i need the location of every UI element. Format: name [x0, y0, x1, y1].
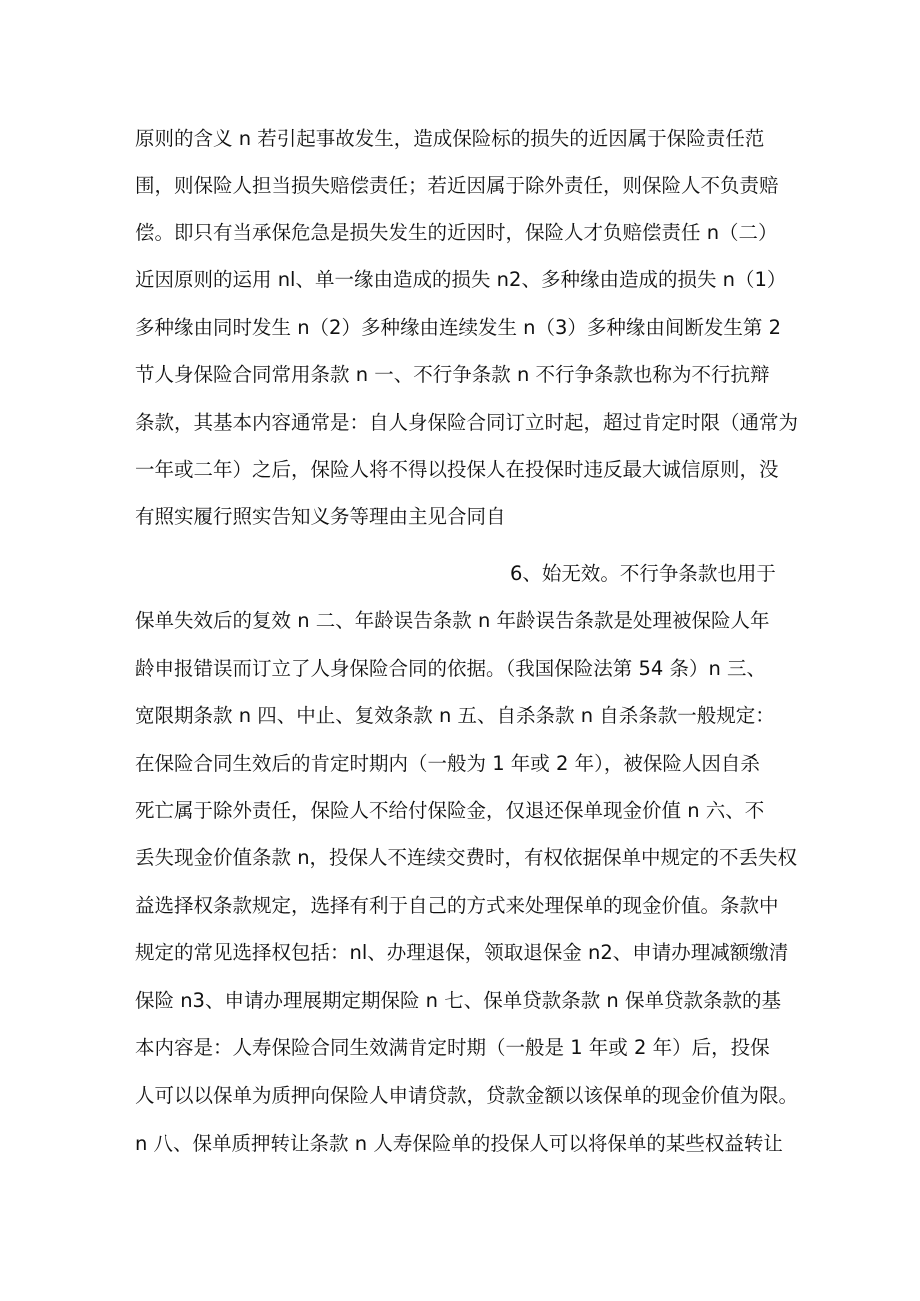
text-line: n 八、保单质押转让条款 n 人寿保险单的投保人可以将保单的某些权益转让 — [135, 1132, 783, 1155]
text-line: 益选择权条款规定，选择有利于自己的方式来处理保单的现金价值。条款中 — [135, 894, 779, 917]
text-line: 多种缘由同时发生 n（2）多种缘由连续发生 n（3）多种缘由间断发生第 2 — [135, 316, 782, 339]
text-line: 偿。即只有当承保危急是损失发生的近因时，保险人才负赔偿责任 n（二） — [135, 221, 778, 244]
text-line: 一年或二年）之后，保险人将不得以投保人在投保时违反最大诚信原则，没 — [135, 458, 779, 481]
text-line: 6、始无效。不行争条款也用于 — [510, 562, 776, 585]
text-line: 本内容是：人寿保险合同生效满肯定时期（一般是 1 年或 2 年）后，投保 — [135, 1036, 770, 1059]
text-line: 人可以以保单为质押向保险人申请贷款，贷款金额以该保单的现金价值为限。 — [135, 1084, 799, 1107]
text-line: 有照实履行照实告知义务等理由主见合同自 — [135, 505, 506, 528]
text-line: 节人身保险合同常用条款 n 一、不行争条款 n 不行争条款也称为不行抗辩 — [135, 363, 770, 386]
text-line: 围，则保险人担当损失赔偿责任；若近因属于除外责任，则保险人不负责赔 — [135, 174, 779, 197]
text-line: 规定的常见选择权包括：nl、办理退保，领取退保金 n2、申请办理减额缴清 — [135, 941, 789, 964]
text-line: 保险 n3、申请办理展期定期保险 n 七、保单贷款条款 n 保单贷款条款的基 — [135, 989, 781, 1012]
text-line: 死亡属于除外责任，保险人不给付保险金，仅退还保单现金价值 n 六、不 — [135, 799, 765, 822]
text-line: 原则的含义 n 若引起事故发生，造成保险标的损失的近因属于保险责任范 — [135, 127, 765, 150]
text-line: 近因原则的运用 nl、单一缘由造成的损失 n2、多种缘由造成的损失 n（1） — [135, 268, 787, 291]
text-line: 龄申报错误而订立了人身保险合同的依据。（我国保险法第 54 条）n 三、 — [135, 657, 767, 680]
text-line: 保单失效后的复效 n 二、年龄误告条款 n 年龄误告条款是处理被保险人年 — [135, 609, 770, 632]
text-line: 丢失现金价值条款 n，投保人不连续交费时，有权依据保单中规定的不丢失权 — [135, 846, 798, 869]
text-line: 条款，其基本内容通常是：自人身保险合同订立时起，超过肯定时限（通常为 — [135, 411, 799, 434]
text-line: 在保险合同生效后的肯定时期内（一般为 1 年或 2 年），被保险人因自杀 — [135, 752, 760, 775]
text-line: 宽限期条款 n 四、中止、复效条款 n 五、自杀条款 n 自杀条款一般规定： — [135, 704, 775, 727]
